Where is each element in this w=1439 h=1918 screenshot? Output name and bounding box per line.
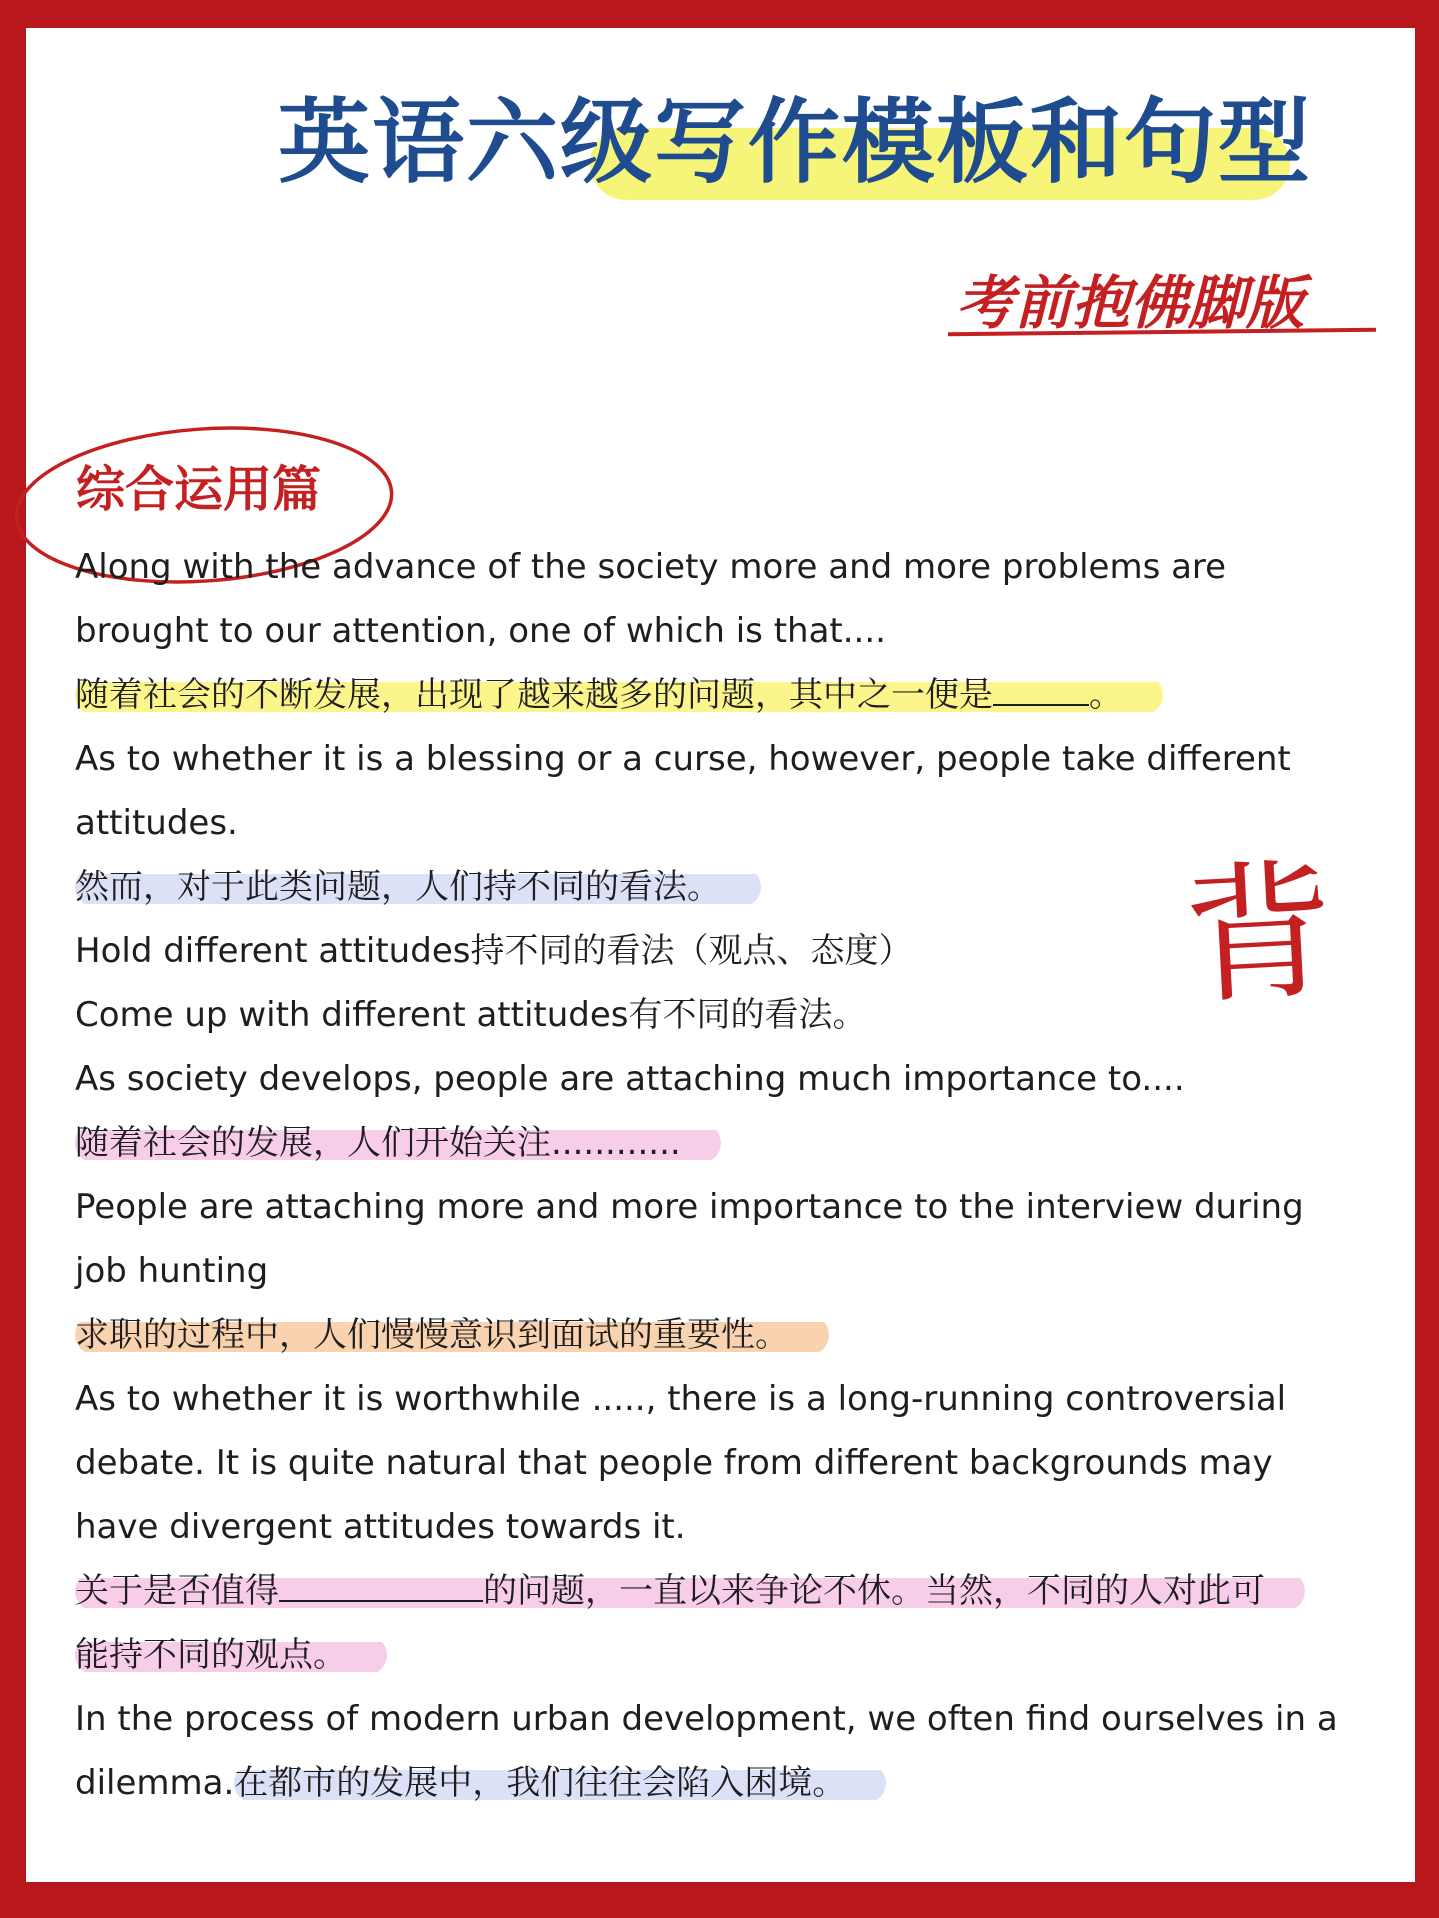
text-line: debate. It is quite natural that people from different backgrounds may [75, 1443, 1273, 1483]
subtitle: 考前抱佛脚版 [956, 269, 1305, 337]
text-line: Along with the advance of the society more and more problems are [75, 547, 1227, 587]
fill-blank [993, 674, 1089, 706]
text-line: As to whether it is a blessing or a curse, however, people take different [75, 739, 1291, 779]
translation-text: 随着社会的不断发展，出现了越来越多的问题，其中之一便是 [75, 675, 993, 715]
handwritten-memorize-mark: 背 [1179, 844, 1339, 1026]
translation-text: 关于是否值得 [75, 1571, 279, 1611]
text-line: Hold different attitudes持不同的看法（观点、态度） [75, 931, 913, 971]
highlight-orange: 求职的过程中，人们慢慢意识到面试的重要性。 [75, 1315, 829, 1355]
translation-line [75, 663, 1375, 727]
translation-text: 。 [1089, 675, 1123, 715]
text-fragment: dilemma. [75, 1763, 235, 1803]
text-line: People are attaching more and more importance to the interview during [75, 1187, 1304, 1227]
translation-line [75, 1623, 1375, 1687]
text-line: In the process of modern urban development, we often find ourselves in a [75, 1699, 1338, 1739]
translation-line [75, 1111, 1375, 1175]
text-line: have divergent attitudes towards it. [75, 1507, 686, 1547]
text-line: As society develops, people are attaching much importance to.... [75, 1059, 1185, 1099]
fill-blank [279, 1570, 483, 1602]
highlight-pink [75, 1571, 1305, 1611]
text-line: As to whether it is worthwhile ....., there is a long-running controversial [75, 1379, 1287, 1419]
highlight-pink: 能持不同的观点。 [75, 1635, 387, 1675]
text-line: job hunting [75, 1251, 269, 1291]
text-line [75, 1751, 1375, 1815]
highlight-blue: 然而，对于此类问题，人们持不同的看法。 [75, 867, 761, 907]
page-title: 英语六级写作模板和句型 [278, 89, 1313, 196]
highlight-blue: 在都市的发展中，我们往往会陷入困境。 [234, 1763, 886, 1803]
translation-line [75, 1303, 1375, 1367]
translation-line [75, 1559, 1375, 1623]
section-label: 综合运用篇 [76, 461, 322, 518]
text-line: attitudes. [75, 803, 238, 843]
text-line: brought to our attention, one of which is that.... [75, 611, 886, 651]
highlight-yellow [75, 675, 1163, 715]
highlight-pink: 随着社会的发展，人们开始关注............ [75, 1123, 721, 1163]
template-text [75, 535, 1375, 1815]
translation-line [75, 855, 1375, 919]
text-line: Come up with different attitudes有不同的看法。 [75, 995, 867, 1035]
translation-text: 的问题，一直以来争论不休。当然，不同的人对此可 [483, 1571, 1265, 1611]
